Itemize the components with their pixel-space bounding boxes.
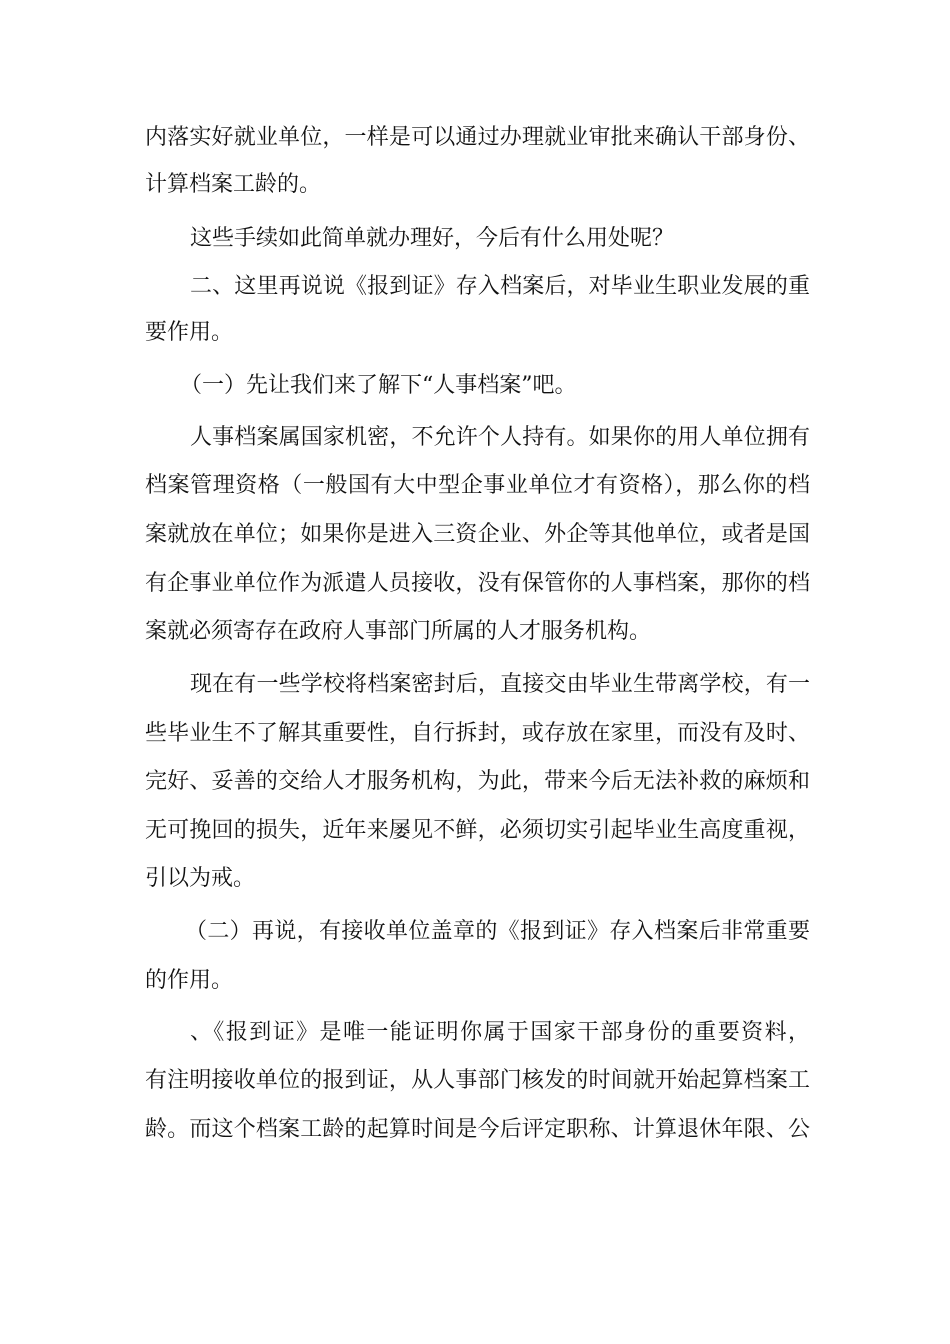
paragraph-line: 内落实好就业单位，一样是可以通过办理就业审批来确认干部身份、 bbox=[145, 125, 810, 150]
paragraph-line: 龄。而这个档案工龄的起算时间是今后评定职称、计算退休年限、公 bbox=[145, 1117, 810, 1142]
paragraph-line: 有企事业单位作为派遣人员接收，没有保管你的人事档案，那你的档 bbox=[145, 571, 810, 596]
paragraph-line: 无可挽回的损失，近年来屡见不鲜，必须切实引起毕业生高度重视， bbox=[145, 818, 810, 843]
paragraph-line: 计算档案工龄的。 bbox=[145, 172, 322, 197]
paragraph-line: 些毕业生不了解其重要性，自行拆封，或存放在家里，而没有及时、 bbox=[145, 721, 810, 746]
paragraph-line: 现在有一些学校将档案密封后，直接交由毕业生带离学校，有一 bbox=[190, 672, 810, 697]
paragraph-line: （二）再说，有接收单位盖章的《报到证》存入档案后非常重要 bbox=[185, 919, 810, 944]
paragraph-line: 案就必须寄存在政府人事部门所属的人才服务机构。 bbox=[145, 619, 652, 644]
paragraph-line: 要作用。 bbox=[145, 320, 234, 345]
paragraph-line: 这些手续如此简单就办理好，今后有什么用处呢？ bbox=[190, 226, 675, 251]
paragraph-line: 案就放在单位；如果你是进入三资企业、外企等其他单位，或者是国 bbox=[145, 522, 810, 547]
paragraph-line: 完好、妥善的交给人才服务机构，为此，带来今后无法补救的麻烦和 bbox=[145, 769, 810, 794]
paragraph-line: 二、这里再说说《报到证》存入档案后，对毕业生职业发展的重 bbox=[190, 274, 810, 299]
paragraph-line: 的作用。 bbox=[145, 968, 234, 993]
paragraph-line: 有注明接收单位的报到证，从人事部门核发的时间就开始起算档案工 bbox=[145, 1068, 810, 1093]
paragraph-line: 、《报到证》是唯一能证明你属于国家干部身份的重要资料， bbox=[190, 1020, 810, 1045]
paragraph-line: 引以为戒。 bbox=[145, 866, 256, 891]
paragraph-line: 档案管理资格（一般国有大中型企事业单位才有资格），那么你的档 bbox=[145, 473, 810, 498]
paragraph-line: （一）先让我们来了解下“人事档案”吧。 bbox=[180, 373, 577, 398]
paragraph-line: 人事档案属国家机密，不允许个人持有。如果你的用人单位拥有 bbox=[190, 425, 810, 450]
